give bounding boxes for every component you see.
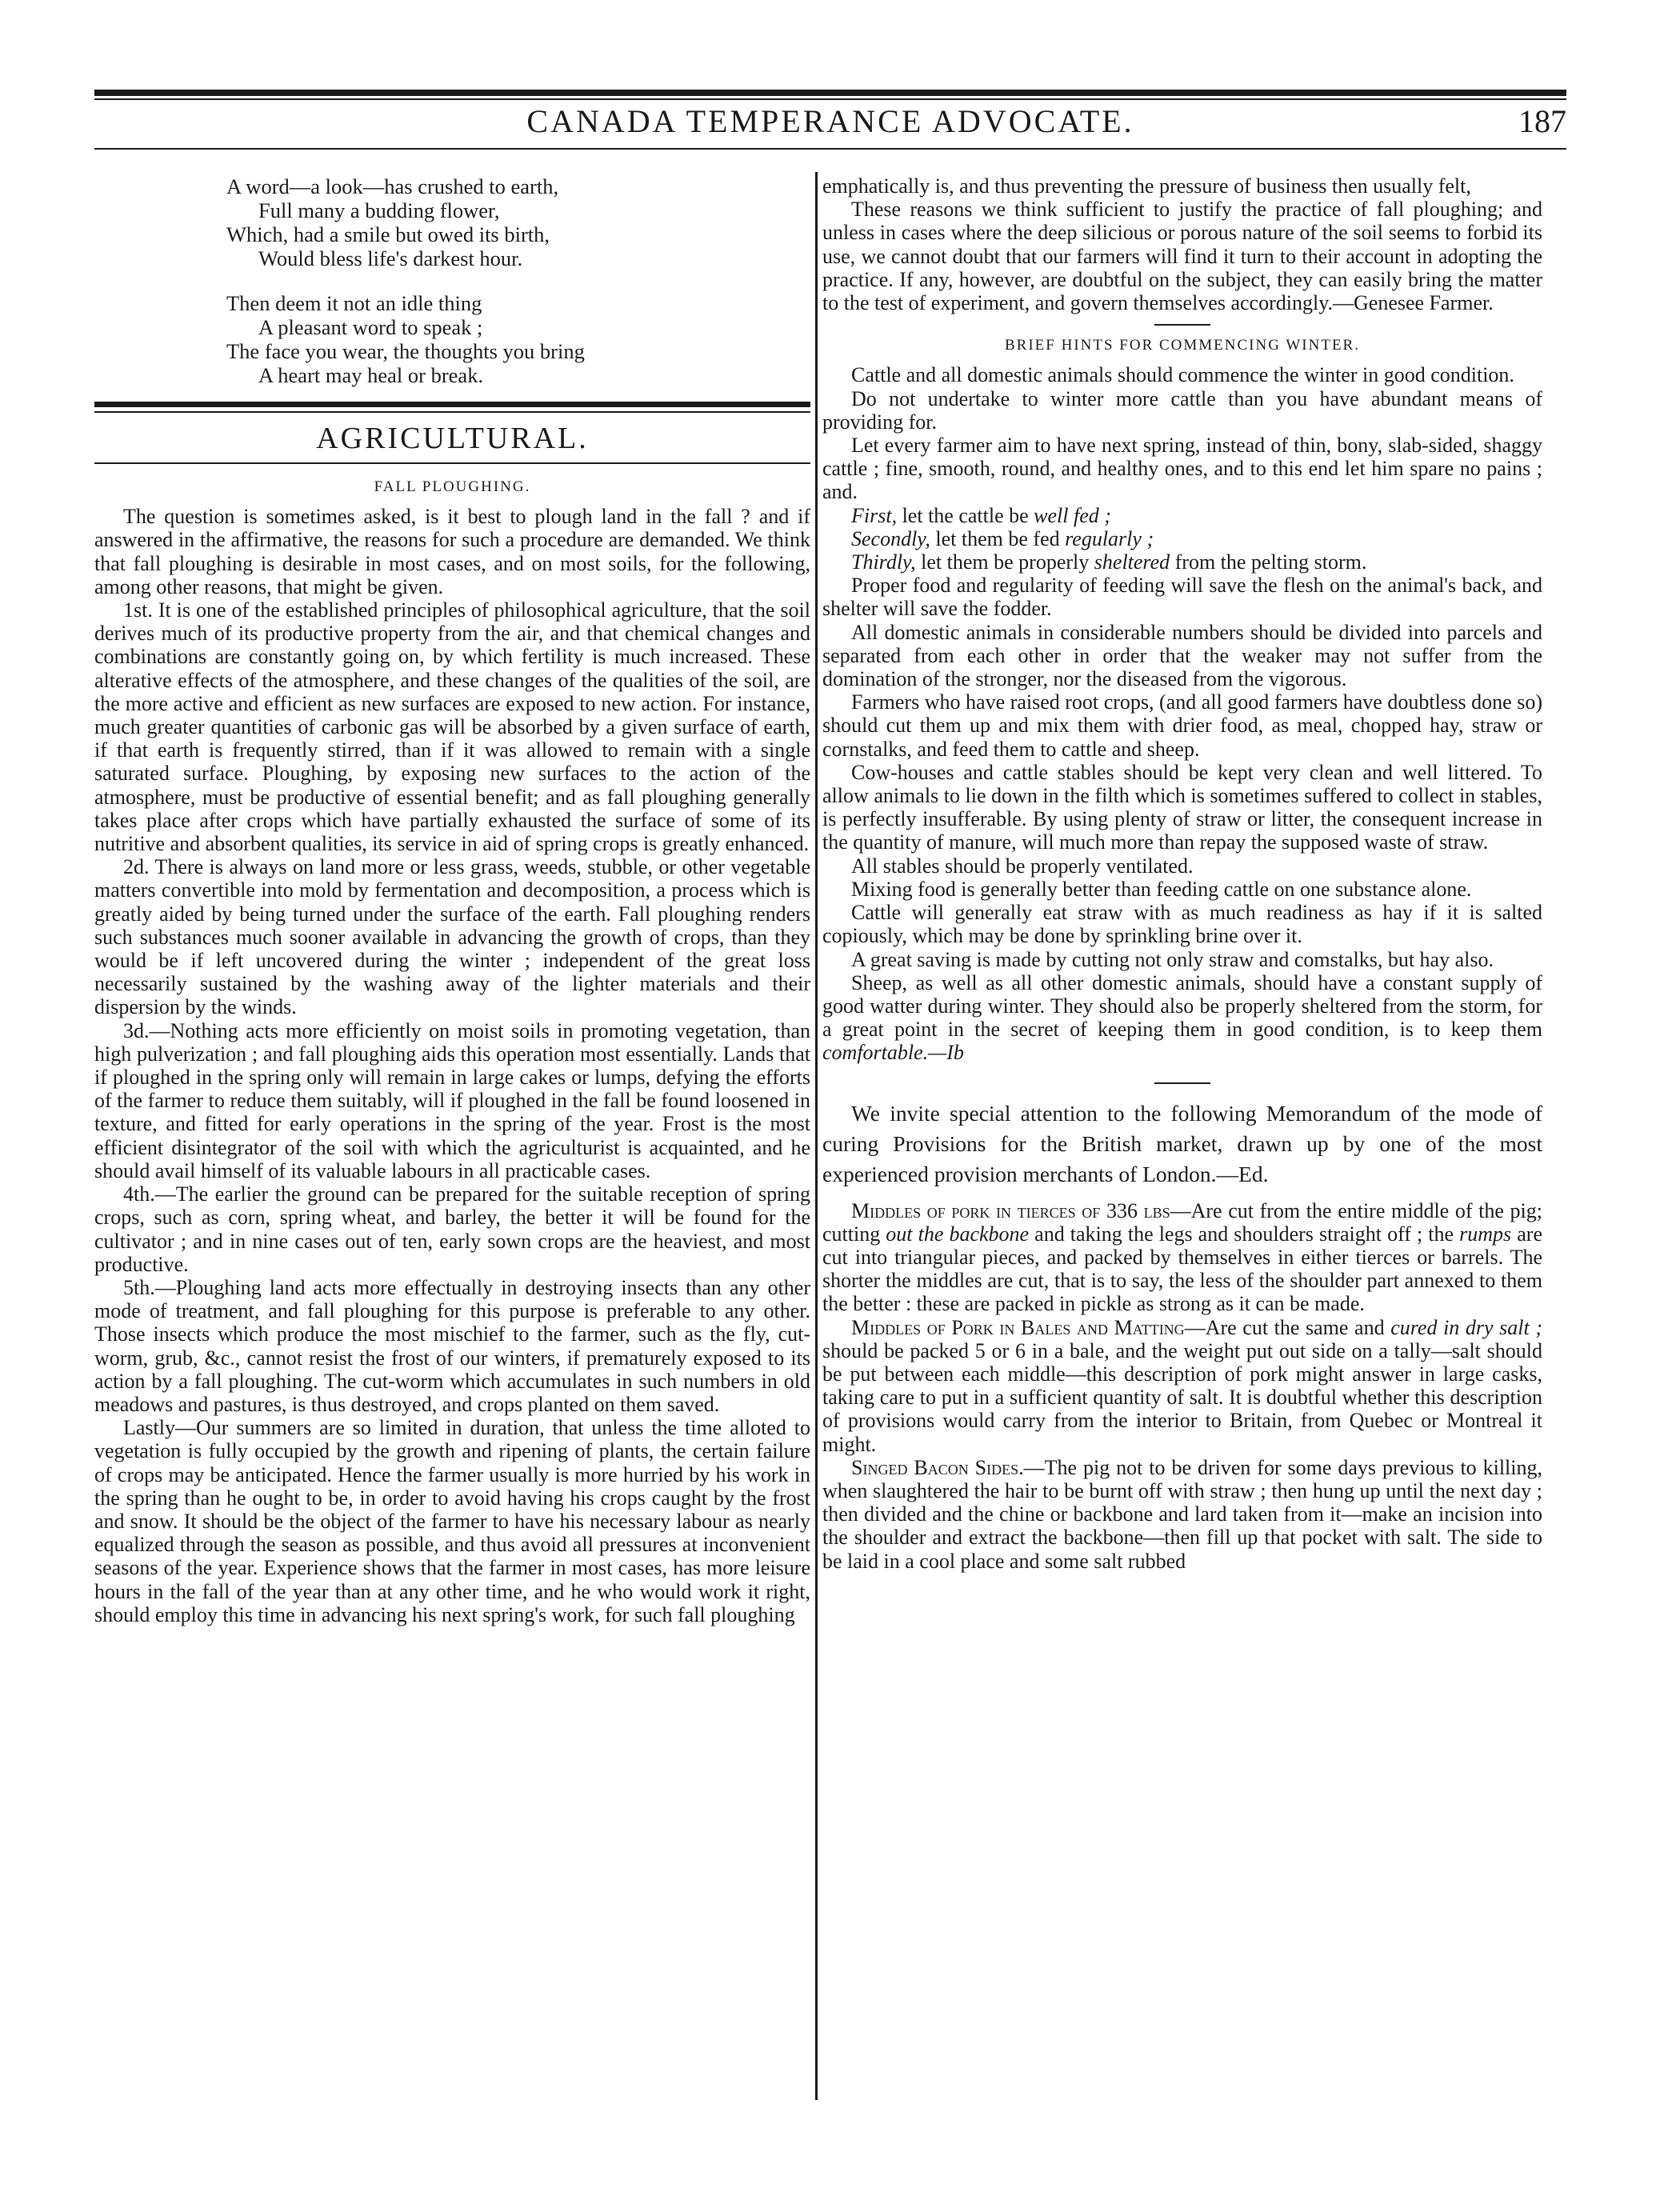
article-paragraph: Do not undertake to winter more cattle than you have abundant means of providing for. (822, 386, 1542, 434)
poem-line: A pleasant word to speak ; (258, 315, 483, 339)
article-paragraph: 5th.—Ploughing land acts more effectually in destroying insects than any other mode of treatment, and fall ploughing for this purpose is preferable to any other. Those insects which produce the most mischief to the farmer, such as the fly, cut-worm, grub, &c., cannot resist the frost of our winters, if prematurely exposed to its action by a fall ploughing. The cut-worm which accumulates in such numbers in old meadows and pastures, is thus destroyed, and crops planted on them saved. (94, 1275, 810, 1416)
article-paragraph: All stables should be properly ventilated. (851, 854, 1194, 878)
article-heading-fall-ploughing: FALL PLOUGHING. (374, 478, 531, 495)
right-column (822, 174, 1542, 1573)
article-paragraph: Let every farmer aim to have next spring, instead of thin, bony, slab-sided, shaggy cattle ; fine, smooth, round, and healthy ones, and to this end let him spare no pains ; and. (822, 434, 1542, 504)
poem-line: The face you wear, the thoughts you bring (226, 339, 585, 363)
article-paragraph: Lastly—Our summers are so limited in duration, that unless the time alloted to vegetation is fully occupied by the growth and ripening of plants, the certain failure of crops may be anticipated. Hence the farmer usually is more hurried by his work in the spring than he ought to be, in order to avoid having his crops caught by the frost and snow. It should be the object of the farmer to have his necessary labour as nearly equalized through the season as possible, and thus avoid all pressures at inconvenient seasons of the year. Experience shows that the farmer in most cases, has more leisure hours in the fall of the year than at any other time, and he who would work it right, should employ this time in advancing his next spring's work, for such fall ploughing (94, 1416, 810, 1626)
poem-line: Full many a budding flower, (258, 198, 500, 222)
article-paragraph: The question is sometimes asked, is it best to plough land in the fall ? and if answered in the affirmative, the reasons for such a procedure are demanded. We think that fall ploughing is desirable in most cases, and on most soils, for the following, among other reasons, that might be given. (94, 505, 810, 598)
article-paragraph-secondly: Secondly, let them be fed regularly ; (851, 526, 1154, 550)
left-column (94, 174, 810, 1626)
section-heading-agricultural: AGRICULTURAL. (316, 422, 589, 455)
column-divider (815, 172, 818, 2100)
article-paragraph: All domestic animals in considerable numbers should be divided into parcels and separated from each other in order that the weaker may not suffer from the domination of the stronger, nor the diseased from the vigorous. (822, 620, 1542, 691)
newspaper-title: CANADA TEMPERANCE ADVOCATE. (526, 103, 1134, 139)
editor-note: We invite special attention to the following Memorandum of the mode of curing Provisions for the British market, drawn up by one of the most experienced provision merchants of London.—Ed. (822, 1100, 1542, 1186)
article-paragraph: Proper food and regularity of feeding will save the flesh on the animal's back, and shelter will save the fodder. (822, 574, 1542, 621)
memo-paragraph: Middles of pork in tierces of 336 lbs—Are cut from the entire middle of the pig; cutting out the backbone and taking the legs and shoulders straight off ; the rumps are cut into triangular pieces, and packed by themselves in either tierces or barrels. The shorter the middles are cut, that is to say, the less of the shoulder part annexed to them the better : these are packed in pickle as strong as it can be made. (822, 1198, 1543, 1316)
article-paragraph: Farmers who have raised root crops, (and all good farmers have doubtless done so) should cut them up and mix them with drier food, as meal, chopped hay, straw or cornstalks, and feed them to cattle and sheep. (822, 690, 1542, 761)
poem-line: Then deem it not an idle thing (226, 291, 482, 315)
header-underline (94, 148, 1566, 150)
article-paragraph: Mixing food is generally better than feeding cattle on one substance alone. (851, 877, 1472, 901)
article-paragraph: Cattle will generally eat straw with as much readiness as hay if it is salted copiously, which may be done by sprinkling brine over it. (822, 901, 1542, 948)
poem-line: A word—a look—has crushed to earth, (226, 174, 559, 198)
article-paragraph: A great saving is made by cutting not only straw and comstalks, but hay also. (851, 947, 1494, 971)
top-rule-thick (94, 90, 1566, 96)
poem-line: A heart may heal or break. (258, 363, 484, 387)
article-separator (1154, 324, 1210, 326)
article-paragraph-first: First, let the cattle be well fed ; (851, 503, 1111, 527)
article-paragraph: Cattle and all domestic animals should commence the winter in good condition. (851, 363, 1514, 387)
article-paragraph: These reasons we think sufficient to justify the practice of fall ploughing; and unless in cases where the deep silicious or porous nature of the soil seems to forbid its use, we cannot doubt that our farmers will find it turn to their account in adopting the practice. If any, however, are doubtful on the subject, they can easily bring the matter to the test of experiment, and govern themselves accordingly.—Genesee Farmer. (822, 198, 1542, 315)
article-paragraph: 4th.—The earlier the ground can be prepared for the suitable reception of spring crops, such as corn, spring wheat, and barley, the better it will be found for the cultivator ; and in nine cases out of ten, early sown crops are the heaviest, and most productive. (94, 1182, 810, 1276)
article-paragraph: Cow-houses and cattle stables should be kept very clean and well littered. To allow animals to lie down in the filth which is sometimes suffered to collect in stables, is perfectly insufferable. By using plenty of straw or litter, the consequent increase in the quantity of manure, will much more than repay the supposed waste of straw. (822, 760, 1542, 854)
poem-line: Would bless life's darkest hour. (258, 246, 523, 270)
section-rule (94, 402, 810, 416)
article-paragraph: 3d.—Nothing acts more efficiently on moist soils in promoting vegetation, than high pulverization ; and fall ploughing aids this operation most essentially. Lands that if ploughed in the spring only will remain in large cakes or lumps, defying the efforts of the farmer to reduce them suitably, will if ploughed in the fall be found loosened in texture, and fitted for early operations in the spring of the year. Frost is the most efficient disintegrator of the soil with which the agriculturist is acquainted, and he should avail himself of its valuable labours in all practicable cases. (94, 1018, 810, 1182)
section-heading-underline (94, 462, 810, 464)
top-rule-thin (94, 98, 1566, 100)
article-paragraph: 2d. There is always on land more or less grass, weeds, stubble, or other vegetable matters convertible into mold by fermentation and decomposition, a process which is greatly aided by being turned under the surface of the earth. Fall ploughing renders such substances much sooner available in advancing the growth of crops, than they would be if left uncovered during the winter ; independent of the great loss necessarily sustained by the washing away of the lighter materials and their dispersion by the winds. (94, 855, 810, 1019)
poem-line: Which, had a smile but owed its birth, (226, 222, 550, 246)
article-paragraph: emphatically is, and thus preventing the pressure of business then usually felt, (822, 174, 1471, 198)
page-header (94, 102, 1566, 142)
memo-paragraph: Middles of Pork in Bales and Matting—Are cut the same and cured in dry salt ; should be packed 5 or 6 in a bale, and the weight put out side on a tally—salt should be put between each middle—this description of pork might answer in large casks, taking care to put in a sufficient quantity of salt. It is doubtful whether this description of provisions would carry from the interior to Britain, from Quebec or Montreal it might. (822, 1315, 1542, 1456)
poem (94, 174, 810, 387)
article-paragraph-thirdly: Thirdly, let them be properly sheltered from the pelting storm. (851, 550, 1367, 574)
article-paragraph: 1st. It is one of the established principles of philosophical agriculture, that the soil derives much of its productive property from the air, and that chemical changes and combinations are constantly going on, by which fertility is much increased. These alterative effects of the atmosphere, and these changes of the qualities of the soil, are the more active and efficient as new surfaces are exposed to new action. For instance, much greater quantities of carbonic gas will be absorbed by a given surface of earth, if that earth is frequently stirred, than if it was allowed to remain with a single saturated surface. Ploughing, by exposing new surfaces to the action of the atmosphere, must be productive of essential benefit; and as fall ploughing generally takes place after crops which have partially exhausted the surface of some of its nutritive and absorbent qualities, its service in aid of spring crops is greatly enhanced. (94, 598, 810, 856)
article-separator (1154, 1082, 1210, 1084)
memo-paragraph: Singed Bacon Sides.—The pig not to be driven for some days previous to killing, when slaughtered the hair to be burnt off with straw ; then hung up until the next day ; then divided and the chine or backbone and lard taken from it—make an incision into the shoulder and extract the backbone—then fill up that pocket with salt. The side to be laid in a cool place and some salt rubbed (822, 1455, 1542, 1573)
article-paragraph: Sheep, as well as all other domestic animals, should have a constant supply of good watter during winter. They should also be properly sheltered from the storm, for a great point in the secret of keeping them in good condition, is to keep them comfortable.—Ib (822, 970, 1542, 1065)
page-number: 187 (1518, 103, 1566, 139)
article-heading-winter-hints: BRIEF HINTS FOR COMMENCING WINTER. (1005, 337, 1360, 354)
